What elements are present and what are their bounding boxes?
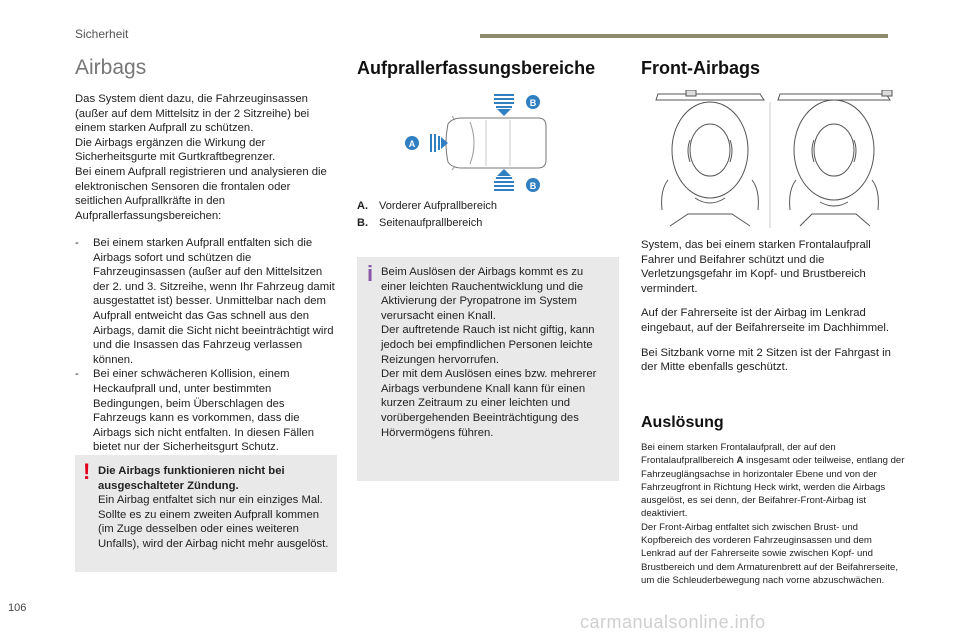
front-airbags-paragraph: Auf der Fahrerseite ist der Airbag im Lenkrad eingebaut, auf der Beifahrerseite im Dachhimmel. [641,307,890,334]
detection-zones-title: Aufprallerfassungsbereiche [357,58,596,78]
zone-b-bottom-label: B [529,181,537,191]
section-label: Sicherheit [75,27,129,41]
watermark: carmanualsonline.info [580,612,766,632]
intro-paragraph: Bei einem Aufprall registrieren und analysieren die elektronischen Sensoren die frontalen oder seitlichen Aufprallkräfte in den Aufprallerfassungsbereichen: [75,165,327,222]
zone-a-label: A [408,139,416,149]
zone-legend [357,200,619,229]
front-airbags-paragraph: Bei Sitzbank vorne mit 2 Sitzen ist der Fahrgast in der Mitte ebenfalls geschützt. [641,346,891,374]
zone-b-top-label: B [529,98,537,108]
intro-paragraph: Das System dient dazu, die Fahrzeuginsassen (außer auf dem Mittelsitz in der 2 Sitzreihe) bei einem starken Aufprall zu schützen. [75,93,310,135]
front-airbags-text [641,238,903,375]
zone-a-ref: A [736,455,744,467]
trigger-text [641,441,907,587]
legend-item [357,200,619,212]
car-topview-illustration [400,90,560,195]
legend-text: Seitenaufprallbereich [379,217,483,229]
intro-paragraph: Die Airbags ergänzen die Wirkung der Sicherheitsgurte mit Gurtkraftbegrenzer. [75,136,276,164]
warning-heading: Die Airbags funktionieren nicht bei ausgeschalteter Zündung. [98,465,285,492]
list-item: - Bei einem starken Aufprall entfalten sich die Airbags sofort und schützen die Fahrzeuginsassen (außer auf den Mittelsitzen der 2. und 3. Sitzreihe, wenn Ihr Fahrzeug damit ausgestattet ist) besser. Unmittelbar nach dem Aufprall entweicht das Gas schnell aus den Airbags, damit die Sicht nicht beeinträchtigt wird und die Insassen das Fahrzeug verlassen können. [75,236,337,367]
page-title: Airbags [75,56,147,79]
legend-text: Vorderer Aufprallbereich [379,200,498,212]
occupant-airbag-drawing [650,90,895,230]
detection-zones-diagram [400,90,560,195]
front-airbags-title: Front-Airbags [641,58,760,78]
info-text: Beim Auslösen der Airbags kommt es zu einer leichten Rauchentwicklung und die Aktivierung der Pyropatrone im System verursacht einen Knall. Der auftretende Rauch ist nicht giftig, kann jedoch bei empfindlichen Personen leichte Reizungen hervorrufen. Der mit dem Auslösen eines bzw. mehrerer Airbags verbundene Knall kann für einen kurzen Zeitraum zu einer leichten und vorübergehenden Beeinträchtigung des Hörvermögens führen. [381,266,597,439]
trigger-paragraph: Der Front-Airbag entfaltet sich zwischen Brust- und Kopfbereich des vorderen Fahrzeuginsassen und dem Lenkrad auf der Fahrerseite sowie zwischen Kopf- und Brustbereich und dem Armaturenbrett auf der Beifahrerseite, um die Schleuderbewegung nach vorne abzuschwächen. [641,521,899,586]
trigger-text-post: insgesamt oder teilweise, entlang der Fahrzeuglängsachse in horizontaler Ebene und von der Fahrzeugfront in Richtung Heck wirkt, werden die Airbags ausgelöst, es sei denn, der Beifahrer-Front-Airbag ist deaktiviert. [641,455,905,520]
warning-icon: ! [83,459,91,484]
info-box [357,257,619,481]
trigger-subtitle: Auslösung [641,414,724,431]
legend-key: A. [357,200,368,212]
front-airbag-illustration [650,90,895,230]
intro-text [75,92,337,223]
warning-text: Ein Airbag entfaltet sich nur ein einziges Mal. Sollte es zu einem zweiten Aufprall kommen (im Zuge desselben oder eines weiteren Unfalls), wird der Airbag nicht mehr ausgelöst. [98,494,329,550]
legend-item [357,217,619,229]
legend-key: B. [357,217,368,229]
page-number: 106 [8,602,27,614]
deployment-list [75,236,337,455]
info-icon: i [367,261,374,286]
section-divider-bar [480,34,888,38]
warning-box [75,455,337,572]
trigger-paragraph [641,441,907,521]
front-airbags-paragraph: System, das bei einem starken Frontalaufprall Fahrer und Beifahrer schützt und die Verletzungsgefahr im Kopf- und Brustbereich vermindert. [641,239,871,295]
trigger-text-pre: Bei einem starken Frontalaufprall, der auf den Frontalaufprallbereich [641,442,836,467]
list-item: - Bei einer schwächeren Kollision, einem Heckaufprall und, unter bestimmten Bedingungen, beim Überschlagen des Fahrzeugs kann es vorkommen, dass die Airbags sich nicht entfalten. In diesen Fällen bietet nur der Sicherheitsgurt Schutz. [75,367,337,455]
